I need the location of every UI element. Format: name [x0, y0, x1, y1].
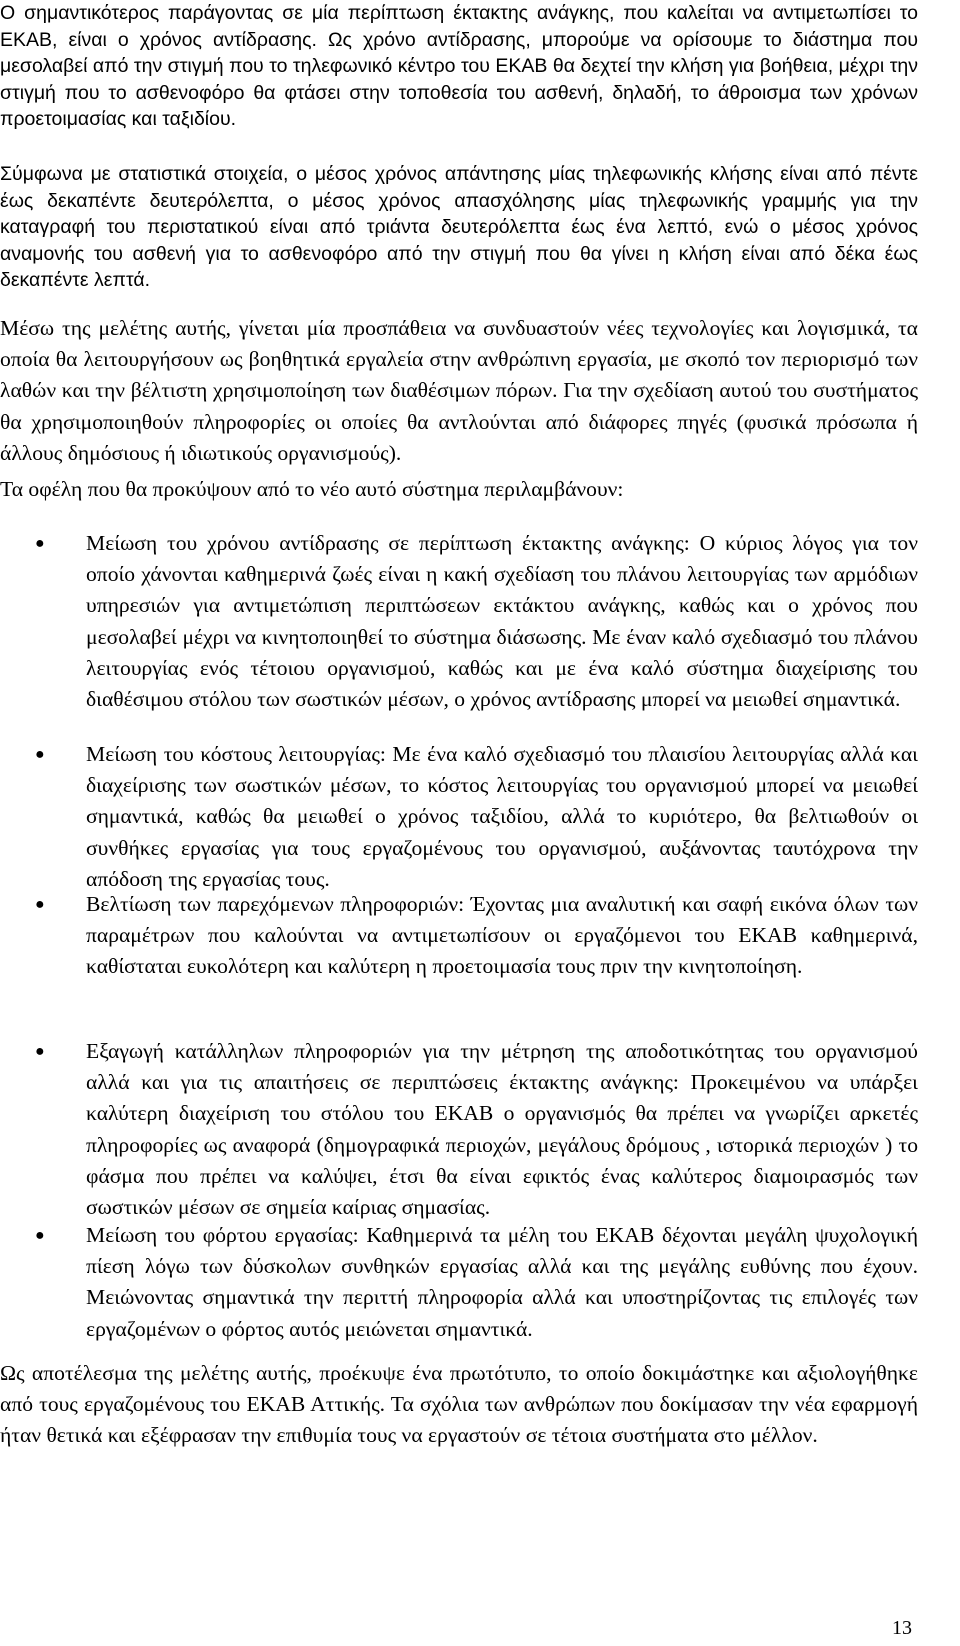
list-item [35, 1036, 918, 1223]
list-item-text: Βελτίωση των παρεχόμενων πληροφοριών: Έχοντας μια αναλυτική και σαφή εικόνα όλων των παραμέτρων που καλούνται να αντιμετωπίσουν οι εργαζόμενοι του ΕΚΑΒ καθημερινά, καθίσταται ευκολότερη και καλύτερη η προετοιμασία τους πριν την κινητοποίηση. [86, 892, 918, 979]
page-number: 13 [892, 1617, 912, 1639]
bullet-list-item-5 [35, 1220, 918, 1345]
bullet-icon: ● [35, 746, 45, 763]
list-item [35, 739, 918, 895]
list-item [35, 889, 918, 983]
bullet-icon: ● [35, 1227, 45, 1244]
paragraph-results: Ως αποτέλεσμα της μελέτης αυτής, προέκυψε ένα πρωτότυπο, το οποίο δοκιμάστηκε και αξιολογήθηκε από τους εργαζομένους του ΕΚΑΒ Αττικής. Τα σχόλια των ανθρώπων που δοκίμασαν την νέα εφαρμογή ήταν θετικά και εξέφρασαν την επιθυμία τους να εργαστούν σε τέτοια συστήματα στο μέλλον. [0, 1361, 918, 1448]
bullet-list-item-1 [35, 528, 918, 715]
list-item-text: Εξαγωγή κατάλληλων πληροφοριών για την μέτρηση της αποδοτικότητας του οργανισμού αλλά και για τις απαιτήσεις σε περιπτώσεις έκτακτης ανάγκης: Προκειμένου να υπάρξει καλύτερη διαχείριση του στόλου του ΕΚΑΒ ο οργανισμός θα πρέπει να γνωρίζει αρκετές πληροφορίες ως αναφορά (δημογραφικά περιοχών, μεγάλους δρόμους , ιστορικά περιοχών ) το φάσμα που πρέπει να καλύψει, έτσι θα είναι εφικτός ένας καλύτερος διαμοιρασμός των σωστικών μέσων σε σημεία καίριας σημασίας. [86, 1039, 918, 1220]
list-item [35, 528, 918, 715]
paragraph-response-time: Ο σημαντικότερος παράγοντας σε μία περίπτωση έκτακτης ανάγκης, που καλείται να αντιμετωπίσει το ΕΚΑΒ, είναι ο χρόνος αντίδρασης. Ως χρόνο αντίδρασης, μπορούμε να ορίσουμε το διάστημα που μεσολαβεί από την στιγμή που το τηλεφωνικό κέντρο του ΕΚΑΒ θα δεχτεί την κλήση για βοήθεια, μέχρι την στιγμή που το ασθενοφόρο θα φτάσει στην τοποθεσία του ασθενή, δηλαδή, το άθροισμα των χρόνων προετοιμασίας και ταξιδίου. [0, 2, 918, 131]
list-item-text: Μείωση του φόρτου εργασίας: Καθημερινά τα μέλη του ΕΚΑΒ δέχονται μεγάλη ψυχολογική πίεση λόγω των δύσκολων συνθηκών εργασίας αλλά και της μεγάλης ευθύνης που έχουν. Μειώνοντας σημαντικά την περιττή πληροφορία αλλά και υποστηρίζοντας τις επιλογές των εργαζομένων ο φόρτος αυτός μειώνεται σημαντικά. [86, 1223, 918, 1341]
paragraph-benefits-intro: Τα οφέλη που θα προκύψουν από το νέο αυτό σύστημα περιλαμβάνουν: [0, 477, 624, 501]
paragraph-statistics: Σύμφωνα με στατιστικά στοιχεία, ο μέσος χρόνος απάντησης μίας τηλεφωνικής κλήσης είναι από πέντε έως δεκαπέντε δευτερόλεπτα, ο μέσος χρόνος απασχόλησης μίας τηλεφωνικής γραμμής για την καταγραφή του περιστατικού είναι από τριάντα δευτερόλεπτα έως ένα λεπτό, ενώ ο μέσος χρόνος αναμονής του ασθενή για το ασθενοφόρο από την στιγμή που θα γίνει η κλήση είναι από δέκα έως δεκαπέντε λεπτά. [0, 163, 918, 292]
bullet-list-item-2 [35, 739, 918, 895]
bullet-icon: ● [35, 896, 45, 913]
bullet-list-item-4 [35, 1036, 918, 1223]
list-item [35, 1220, 918, 1345]
list-item-text: Μείωση του χρόνου αντίδρασης σε περίπτωση έκτακτης ανάγκης: Ο κύριος λόγος για τον οποίο χάνονται καθημερινά ζωές είναι η κακή σχεδίαση του πλάνου λειτουργίας των αρμόδιων υπηρεσιών για αντιμετώπιση περιπτώσεων εκτάκτου ανάγκης, καθώς και ο χρόνος που μεσολαβεί μέχρι να κινητοποιηθεί το σύστημα διάσωσης. Με έναν καλό σχεδιασμό του πλάνου λειτουργίας ενός τέτοιου οργανισμού, καθώς και με ένα καλό σύστημα διαχείρισης του διαθέσιμου στόλου των σωστικών μέσων, ο χρόνος αντίδρασης μπορεί να μειωθεί σημαντικά. [86, 531, 918, 712]
bullet-icon: ● [35, 535, 45, 552]
paragraph-study-purpose: Μέσω της μελέτης αυτής, γίνεται μία προσπάθεια να συνδυαστούν νέες τεχνολογίες και λογισμικά, τα οποία θα λειτουργήσουν ως βοηθητικά εργαλεία στην ανθρώπινη εργασία, με σκοπό τον περιορισμό των λαθών και την βέλτιστη χρησιμοποίηση των διαθέσιμων πόρων. Για την σχεδίαση αυτού του συστήματος θα χρησιμοποιηθούν πληροφορίες οι οποίες θα αντλούνται από διάφορες πηγές (φυσικά πρόσωπα ή άλλους δημόσιους ή ιδιωτικούς οργανισμούς). [0, 316, 918, 465]
bullet-icon: ● [35, 1043, 45, 1060]
list-item-text: Μείωση του κόστους λειτουργίας: Με ένα καλό σχεδιασμό του πλαισίου λειτουργίας αλλά και διαχείρισης των σωστικών μέσων, το κόστος λειτουργίας του οργανισμού μπορεί να μειωθεί σημαντικά, καθώς θα μειωθεί ο χρόνος ταξιδίου, αλλά το κυριότερο, θα βελτιωθούν οι συνθήκες εργασίας για τους εργαζομένους του οργανισμού, αυξάνοντας ταυτόχρονα την απόδοση της εργασίας τους. [86, 742, 918, 891]
bullet-list-item-3 [35, 889, 918, 983]
